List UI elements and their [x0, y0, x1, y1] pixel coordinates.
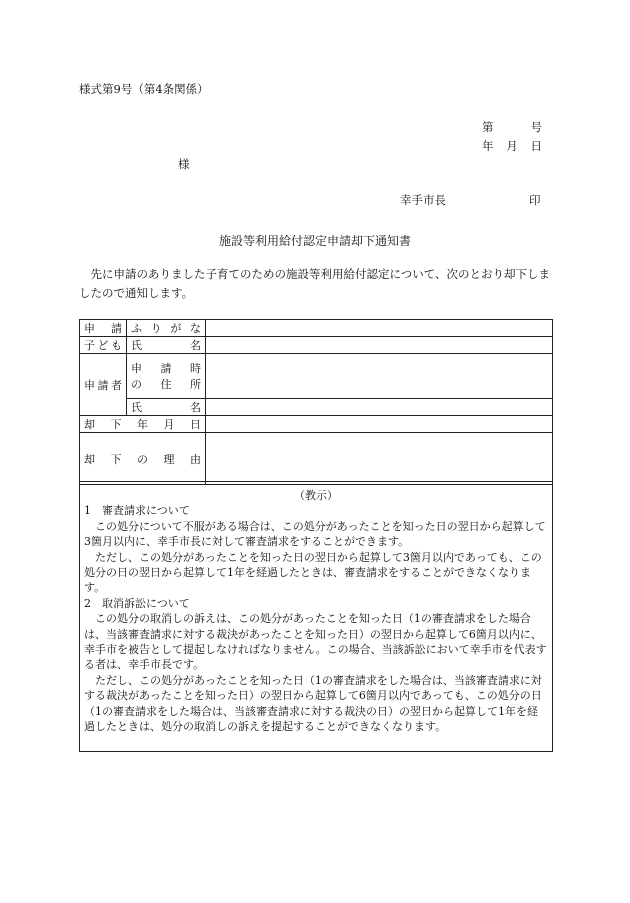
document-number-suffix: 号: [530, 120, 542, 134]
label-char: の: [131, 378, 142, 391]
label-char: 下: [110, 452, 122, 466]
document-title: 施設等利用給付認定申請却下通知書: [218, 234, 411, 248]
document-number: [482, 119, 542, 135]
document-date: [482, 138, 542, 154]
table-row: [80, 320, 553, 337]
form-number: 様式第9号（第4条関係）: [79, 82, 209, 96]
furigana-label: [127, 320, 206, 337]
rejection-date-label: [80, 416, 206, 433]
table-row: [80, 354, 553, 399]
rejection-reason-label: [80, 433, 206, 485]
label-char: り: [150, 322, 162, 335]
child-label-bottom: [80, 337, 127, 354]
section-1-title: 1 審査請求について: [84, 504, 190, 518]
label-char: 年: [137, 418, 148, 431]
child-name-field[interactable]: [206, 337, 553, 354]
label-char: 請: [111, 322, 122, 335]
section-2-title: 2 取消訴訟について: [84, 596, 190, 610]
section-2-paragraph-1: この処分の取消しの訴えは、この処分があったことを知った日（1の審査請求をした場合は、当該審査請求に対する裁決があったことを知った日）の翌日から起算して6箇月以内に、幸手市を被告として提起しなければなりません。この場合、当該訴訟において幸手市を代表する者は、幸手市長です。: [84, 612, 547, 672]
label-char: 請: [160, 362, 172, 375]
label-char: 日: [190, 418, 201, 431]
applicant-address-label: [127, 354, 206, 399]
date-day: 日: [530, 139, 542, 153]
section-2-paragraph-2: ただし、この処分があったことを知った日（1の審査請求をした場合は、当該審査請求に対する裁決があったことを知った日）の翌日から起算して6箇月以内であっても、この処分の日（1の審査請求をした場合は、当該審査請求に対する裁決の日）の翌日から起算して1年を経過したときは、処分の取消しの訴えを提起することができなくなります。: [84, 673, 542, 734]
label-char: 下: [110, 418, 122, 431]
label-char: も: [111, 339, 122, 352]
table-row: [80, 337, 553, 354]
label-char: 申: [84, 378, 95, 392]
label-char: 月: [163, 418, 175, 431]
issuer: 幸手市長: [400, 193, 446, 207]
label-char: 理: [163, 452, 175, 466]
rejection-date-field[interactable]: [206, 416, 553, 433]
applicant-name-label: [127, 399, 206, 416]
label-char: 者: [111, 378, 122, 392]
label-char: 時: [190, 362, 201, 375]
label-char: 却: [84, 452, 95, 466]
table-row: [80, 416, 553, 433]
label-char: 由: [190, 452, 201, 466]
seal-mark: 印: [529, 193, 541, 207]
rejection-reason-field[interactable]: [206, 433, 553, 485]
section-1-paragraph-1: この処分について不服がある場合は、この処分があったことを知った日の翌日から起算して3箇月以内に、幸手市長に対して審査請求をすることができます。: [84, 519, 546, 549]
label-char: 請: [97, 378, 109, 392]
section-1-paragraph-2: ただし、この処分があったことを知った日の翌日から起算して3箇月以内であっても、この処分の日の翌日から起算して1年を経過したときは、審査請求をすることができなくなります。: [84, 550, 542, 595]
label-char: 申: [84, 322, 95, 335]
table-row: [80, 433, 553, 485]
label-char: 子: [84, 339, 95, 352]
addressee-honorific: 様: [178, 157, 190, 171]
label-char: 氏: [131, 401, 142, 414]
table-row: [80, 399, 553, 416]
intro-paragraph: 先に申請のありました子育てのための施設等利用給付認定について、次のとおり却下しましたので通知します。: [79, 267, 551, 300]
label-char: ふ: [131, 322, 142, 335]
label-char: 所: [190, 378, 201, 391]
notice-heading: （教示）: [294, 489, 338, 502]
date-year: 年: [482, 139, 494, 153]
label-char: が: [170, 322, 182, 335]
applicant-name-field[interactable]: [206, 399, 553, 416]
label-char: 住: [160, 378, 172, 391]
label-char: ど: [97, 339, 109, 352]
label-char: 却: [84, 418, 95, 431]
child-label-top: [80, 320, 127, 337]
child-name-label: [127, 337, 206, 354]
label-char: の: [137, 452, 148, 466]
label-char: 申: [131, 362, 142, 375]
label-char: 氏: [131, 339, 142, 352]
label-char: 名: [190, 339, 201, 352]
applicant-label: [80, 354, 127, 416]
child-furigana-field[interactable]: [206, 320, 553, 337]
label-char: 名: [190, 401, 201, 414]
appeal-notice-box: [79, 481, 553, 752]
date-month: 月: [506, 139, 518, 153]
label-char: な: [189, 322, 201, 335]
document-number-prefix: 第: [482, 120, 494, 134]
application-table: [79, 319, 553, 485]
applicant-address-field[interactable]: [206, 354, 553, 399]
